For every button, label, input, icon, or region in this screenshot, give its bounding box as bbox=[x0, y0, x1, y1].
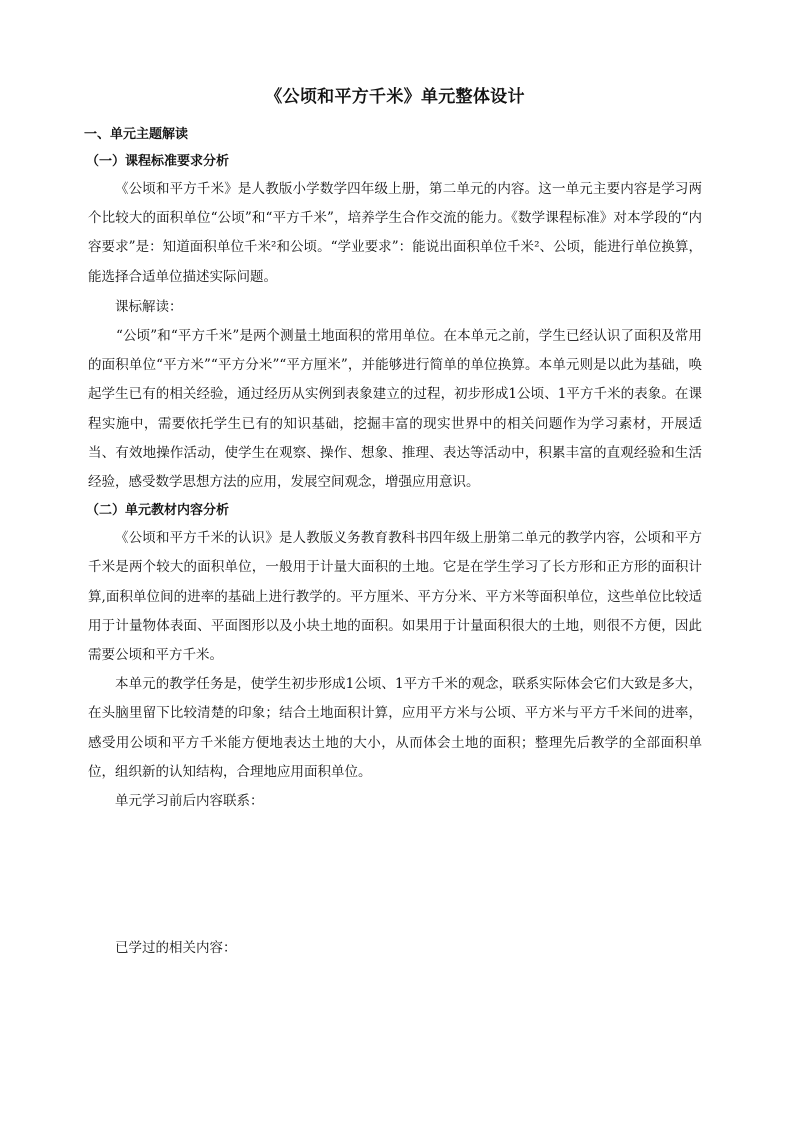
paragraph-prior-knowledge: 已学过的相关内容： bbox=[115, 940, 237, 957]
paragraph-content-connections: 单元学习前后内容联系： bbox=[115, 793, 264, 810]
section-heading-unit-theme: 一、单元主题解读 bbox=[84, 127, 189, 142]
subheading-curriculum-standard: （一）课程标准要求分析 bbox=[86, 154, 230, 169]
document-title: 《公顷和平方千米》单元整体设计 bbox=[265, 87, 525, 107]
subheading-textbook-analysis: （二）单元教材内容分析 bbox=[86, 503, 230, 519]
blank-space bbox=[88, 816, 702, 934]
paragraph-curriculum-intro: 《公顷和平方千米》是人教版小学数学四年级上册，第二单元的内容。这一单元主要内容是学习两个比较大的面积单位“公顷”和“平方千米”，培养学生合作交流的能力。《数学课程标准》对本学段的“内容要求”是：知道面积单位千米²和公顷。“学业要求”：能说出面积单位千米²、公顷，能进行单位换算，能选择合适单位描述实际问题。 bbox=[88, 181, 702, 285]
paragraph-textbook-analysis: 《公顷和平方千米的认识》是人教版义务教育教科书四年级上册第二单元的教学内容，公顷和平方千米是两个较大的面积单位，一般用于计量大面积的土地。它是在学生学习了长方形和正方形的面积计算,面积单位间的进率的基础上进行教学的。平方厘米、平方分米、平方米等面积单位，这些单位比较适用于计量物体表面、平面图形以及小块土地的面积。如果用于计量面积很大的土地，则很不方便，因此需要公顷和平方千米。 bbox=[88, 530, 702, 664]
paragraph-standard-interpretation: “公顷”和“平方千米”是两个测量土地面积的常用单位。在本单元之前，学生已经认识了面积及常用的面积单位“平方米”“平方分米”“平方厘米”，并能够进行简单的单位换算。本单元则是以此为基础，唤起学生已有的相关经验，通过经历从实例到表象建立的过程，初步形成1公顷、1平方千米的表象。在课程实施中，需要依托学生已有的知识基础，挖掘丰富的现实世界中的相关问题作为学习素材，开展适当、有效地操作活动，使学生在观察、操作、想象、推理、表达等活动中，积累丰富的直观经验和生活经验，感受数学思想方法的应用，发展空间观念，增强应用意识。 bbox=[88, 328, 702, 491]
paragraph-teaching-tasks: 本单元的教学任务是，使学生初步形成1公顷、1平方千米的观念，联系实际体会它们大致是多大，在头脑里留下比较清楚的印象；结合土地面积计算，应用平方米与公顷、平方米与平方千米间的进率，感受用公顷和平方千米能方便地表达土地的大小，从而体会土地的面积；整理先后教学的全部面积单位，组织新的认知结构，合理地应用面积单位。 bbox=[88, 676, 702, 780]
document-body bbox=[84, 82, 702, 963]
paragraph-standard-interpretation-label: 课标解读： bbox=[115, 298, 183, 315]
